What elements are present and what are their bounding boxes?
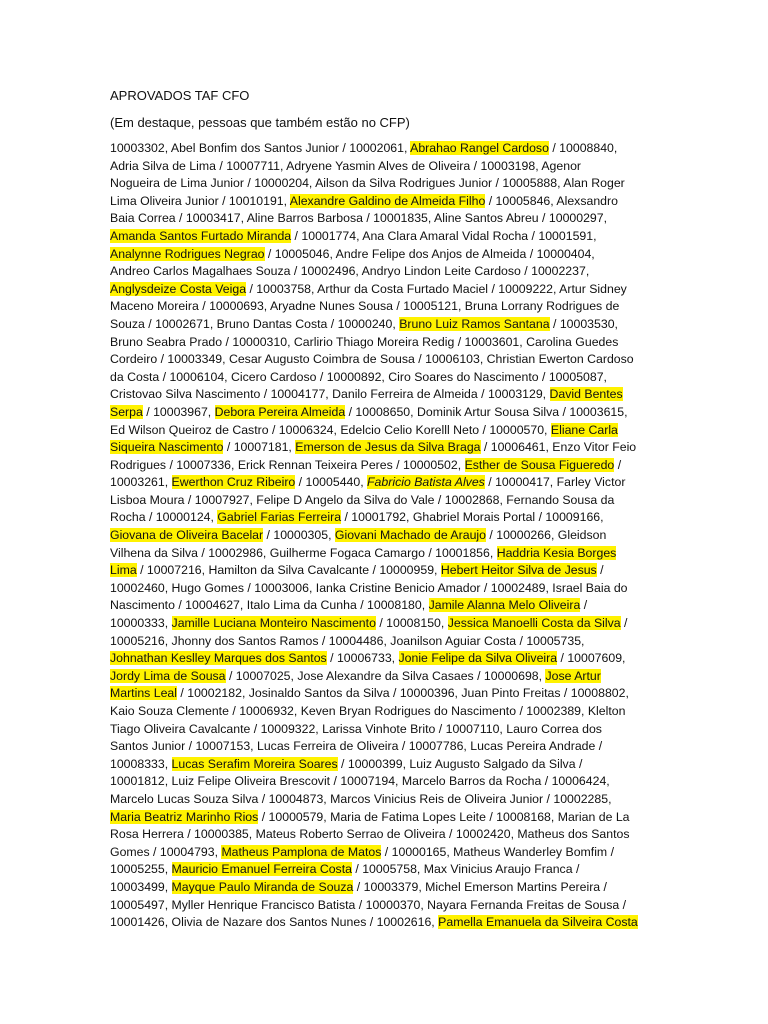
list-text: / 10001792, Ghabriel Morais Portal / 10009166,: [341, 510, 604, 525]
list-text: 10001426, Olivia de Nazare dos Santos Nunes / 10002616,: [110, 915, 439, 930]
list-text: Kaio Souza Clemente / 10006932, Keven Bryan Rodrigues do Nascimento / 10002389, Klelton: [110, 704, 626, 718]
list-text: / 10000579, Maria de Fatima Lopes Leite / 10008168, Marian de La: [258, 809, 630, 824]
list-text: Bruno Seabra Prado / 10000310, Carlirio Thiago Moreira Redig / 10003601, Carolina Guedes: [110, 334, 619, 349]
list-line: [110, 175, 670, 193]
list-line: [110, 844, 670, 862]
list-text: Baia Correa / 10003417, Aline Barros Barbosa / 10001835, Aline Santos Abreu / 10000297,: [110, 211, 608, 226]
list-line: [110, 210, 670, 228]
list-line: [110, 756, 670, 774]
list-text: / 10008150,: [375, 616, 448, 631]
list-text: /: [580, 598, 588, 613]
list-text: 10003261,: [110, 475, 172, 490]
list-text: 10008333,: [110, 756, 172, 771]
highlighted-name: Emerson de Jesus da Silva Braga: [295, 440, 481, 455]
list-text: Vilhena da Silva / 10002986, Guilherme Fogaca Camargo / 10001856,: [110, 545, 497, 560]
list-text: 10000333,: [110, 616, 172, 631]
list-text: / 10003379, Michel Emerson Martins Pereira /: [353, 879, 607, 894]
list-text: Souza / 10002671, Bruno Dantas Costa / 10000240,: [110, 316, 400, 331]
list-text: Cristovao Silva Nascimento / 10004177, Danilo Ferreira de Almeida / 10003129,: [110, 387, 550, 402]
list-text: / 10005846, Alexsandro: [485, 193, 618, 208]
list-text: Marcelo Lucas Souza Silva / 10004873, Marcos Vinicius Reis de Oliveira Junior / 10002285,: [110, 791, 612, 806]
highlighted-name: Martins Leal: [110, 686, 177, 701]
highlighted-name: Mauricio Emanuel Ferreira Costa: [171, 862, 352, 877]
highlighted-name: Bruno Luiz Ramos Santana: [399, 316, 550, 331]
list-line: [110, 738, 670, 756]
list-line: [110, 140, 670, 158]
list-text: / 10005758, Max Vinicius Araujo Franca /: [351, 862, 580, 877]
highlighted-name: Eliane Carla: [550, 422, 618, 437]
list-line: [110, 879, 670, 897]
list-line: [110, 562, 670, 580]
list-text: Rosa Herrera / 10000385, Mateus Roberto Serrao de Oliveira / 10002420, Matheus dos Santos: [110, 827, 630, 842]
list-line: [110, 334, 670, 352]
list-line: [110, 826, 670, 844]
list-line: [110, 281, 670, 299]
highlighted-name: Lucas Serafim Moreira Soares: [171, 756, 338, 771]
list-text: 10001812, Luiz Felipe Oliveira Brescovit / 10007194, Marcelo Barros da Rocha / 10006424,: [110, 774, 610, 789]
list-line: [110, 615, 670, 633]
list-line: [110, 721, 670, 739]
list-text: / 10001774, Ana Clara Amaral Vidal Rocha / 10001591,: [291, 228, 597, 243]
list-text: Lisboa Moura / 10007927, Felipe D Angelo da Silva do Vale / 10002868, Fernando Sousa da: [110, 492, 615, 507]
highlighted-name: Pamella Emanuela da Silveira Costa: [438, 915, 638, 930]
list-text: Andreo Carlos Magalhaes Souza / 10002496, Andryo Lindon Leite Cardoso / 10002237,: [110, 264, 590, 279]
highlighted-name: Siqueira Nascimento: [110, 440, 224, 455]
highlighted-name: Analynne Rodrigues Negrao: [110, 246, 265, 261]
list-text: / 10008650, Dominik Artur Sousa Silva / 10003615,: [345, 404, 628, 419]
list-text: Adria Silva de Lima / 10007711, Adryene Yasmin Alves de Oliveira / 10003198, Agenor: [110, 158, 581, 173]
list-line: [110, 545, 670, 563]
highlighted-name: Fabricio Batista Alves: [367, 475, 485, 490]
list-text: Santos Junior / 10007153, Lucas Ferreira de Oliveira / 10007786, Lucas Pereira Andrade /: [110, 739, 603, 754]
list-line: [110, 351, 670, 369]
list-text: / 10007181,: [223, 440, 296, 455]
list-line: [110, 193, 670, 211]
list-line: [110, 246, 670, 264]
list-line: [110, 580, 670, 598]
document-subtitle: (Em destaque, pessoas que também estão no CFP): [110, 115, 410, 130]
list-line: [110, 439, 670, 457]
list-line: [110, 703, 670, 721]
list-text: /: [620, 616, 628, 631]
highlighted-name: Serpa: [110, 404, 143, 419]
list-text: / 10000417, Farley Victor: [484, 475, 626, 490]
list-line: [110, 316, 670, 334]
highlighted-name: Giovani Machado de Araujo: [334, 528, 486, 543]
highlighted-name: Ewerthon Cruz Ribeiro: [171, 475, 296, 490]
list-text: /: [614, 457, 622, 472]
list-text: / 10000165, Matheus Wanderley Bomfim /: [381, 844, 615, 859]
highlighted-name: Jamille Luciana Monteiro Nascimento: [171, 616, 376, 631]
list-text: Gomes / 10004793,: [110, 844, 222, 859]
list-line: [110, 773, 670, 791]
list-text: Maceno Moreira / 10000693, Aryadne Nunes Sousa / 10005121, Bruna Lorrany Rodrigues de: [110, 299, 620, 314]
approved-list: [110, 140, 670, 932]
list-text: Nogueira de Lima Junior / 10000204, Ailson da Silva Rodrigues Junior / 10005888, Alan Roger: [110, 176, 625, 191]
list-line: [110, 914, 670, 932]
list-text: / 10007025, Jose Alexandre da Silva Casaes / 10000698,: [225, 668, 546, 683]
list-line: [110, 668, 670, 686]
list-text: / 10005440,: [295, 475, 368, 490]
list-line: [110, 809, 670, 827]
list-text: / 10005046, Andre Felipe dos Anjos de Almeida / 10000404,: [264, 246, 595, 261]
list-text: / 10003530,: [549, 316, 618, 331]
list-text: / 10008840,: [548, 141, 618, 155]
list-line: [110, 527, 670, 545]
list-line: [110, 228, 670, 246]
highlighted-name: Jordy Lima de Sousa: [110, 668, 226, 683]
list-text: / 10003967,: [142, 404, 215, 419]
list-text: / 10007216, Hamilton da Silva Cavalcante / 10000959,: [136, 563, 441, 578]
list-text: 10003499,: [110, 879, 172, 894]
list-text: / 10000305,: [263, 528, 335, 543]
highlighted-name: Anglysdeize Costa Veiga: [110, 281, 247, 296]
list-line: [110, 263, 670, 281]
list-line: [110, 386, 670, 404]
list-text: 10002460, Hugo Gomes / 10003006, Ianka Cristine Benicio Amador / 10002489, Israel Baia do: [110, 580, 628, 595]
list-line: [110, 685, 670, 703]
list-text: 10003302, Abel Bonfim dos Santos Junior / 10002061,: [110, 141, 411, 155]
list-line: [110, 597, 670, 615]
list-text: Cordeiro / 10003349, Cesar Augusto Coimbra de Sousa / 10006103, Christian Ewerton Cardoso: [110, 352, 634, 367]
highlighted-name: Esther de Sousa Figueredo: [464, 457, 615, 472]
highlighted-name: Giovana de Oliveira Bacelar: [110, 528, 264, 543]
list-line: [110, 369, 670, 387]
highlighted-name: Hebert Heitor Silva de Jesus: [440, 563, 597, 578]
list-text: / 10003758, Arthur da Costa Furtado Maciel / 10009222, Artur Sidney: [246, 281, 627, 296]
list-text: / 10000266, Gleidson: [485, 528, 607, 543]
list-text: / 10000399, Luiz Augusto Salgado da Silva /: [337, 756, 583, 771]
highlighted-name: Jonie Felipe da Silva Oliveira: [398, 651, 558, 666]
list-line: [110, 509, 670, 527]
list-text: /: [596, 563, 604, 578]
list-text: Rocha / 10000124,: [110, 510, 218, 525]
list-text: / 10007609,: [557, 651, 626, 666]
list-line: [110, 404, 670, 422]
highlighted-name: David Bentes: [549, 387, 623, 402]
list-text: 10005216, Jhonny dos Santos Ramos / 10004486, Joanilson Aguiar Costa / 10005735,: [110, 633, 585, 648]
highlighted-name: Johnathan Keslley Marques dos Santos: [110, 651, 327, 666]
highlighted-name: Debora Pereira Almeida: [214, 404, 346, 419]
highlighted-name: Haddria Kesia Borges: [496, 545, 617, 560]
list-text: 10005255,: [110, 862, 172, 877]
highlighted-name: Abrahao Rangel Cardoso: [410, 141, 549, 155]
highlighted-name: Jose Artur: [545, 668, 601, 683]
list-text: Tiago Oliveira Cavalcante / 10009322, Larissa Vinhote Brito / 10007110, Lauro Correa dos: [110, 721, 602, 736]
list-line: [110, 897, 670, 915]
list-line: [110, 158, 670, 176]
list-text: Ed Wilson Queiroz de Castro / 10006324, Edelcio Celio Korelll Neto / 10000570,: [110, 422, 551, 437]
highlighted-name: Mayque Paulo Miranda de Souza: [171, 879, 354, 894]
list-line: [110, 861, 670, 879]
list-text: Nascimento / 10004627, Italo Lima da Cunha / 10008180,: [110, 598, 429, 613]
list-line: [110, 791, 670, 809]
list-line: [110, 298, 670, 316]
list-text: 10005497, Myller Henrique Francisco Batista / 10000370, Nayara Fernanda Freitas de Sousa /: [110, 897, 627, 912]
list-line: [110, 633, 670, 651]
highlighted-name: Lima: [110, 563, 137, 578]
list-text: Rodrigues / 10007336, Erick Rennan Teixeira Peres / 10000502,: [110, 457, 465, 472]
highlighted-name: Jessica Manoelli Costa da Silva: [447, 616, 621, 631]
highlighted-name: Gabriel Farias Ferreira: [217, 510, 342, 525]
highlighted-name: Maria Beatriz Marinho Rios: [110, 809, 259, 824]
highlighted-name: Matheus Pamplona de Matos: [221, 844, 382, 859]
list-text: / 10006733,: [326, 651, 399, 666]
highlighted-name: Jamile Alanna Melo Oliveira: [428, 598, 581, 613]
highlighted-name: Alexandre Galdino de Almeida Filho: [289, 193, 486, 208]
list-line: [110, 422, 670, 440]
list-line: [110, 650, 670, 668]
list-text: / 10006461, Enzo Vitor Feio: [480, 440, 637, 455]
list-line: [110, 457, 670, 475]
document-title: APROVADOS TAF CFO: [110, 88, 250, 103]
highlighted-name: Amanda Santos Furtado Miranda: [110, 228, 292, 243]
list-line: [110, 492, 670, 510]
list-text: da Costa / 10006104, Cicero Cardoso / 10000892, Ciro Soares do Nascimento / 10005087,: [110, 369, 607, 384]
list-text: / 10002182, Josinaldo Santos da Silva / 10000396, Juan Pinto Freitas / 10008802,: [176, 686, 629, 701]
list-line: [110, 474, 670, 492]
list-text: Lima Oliveira Junior / 10010191,: [110, 193, 290, 208]
